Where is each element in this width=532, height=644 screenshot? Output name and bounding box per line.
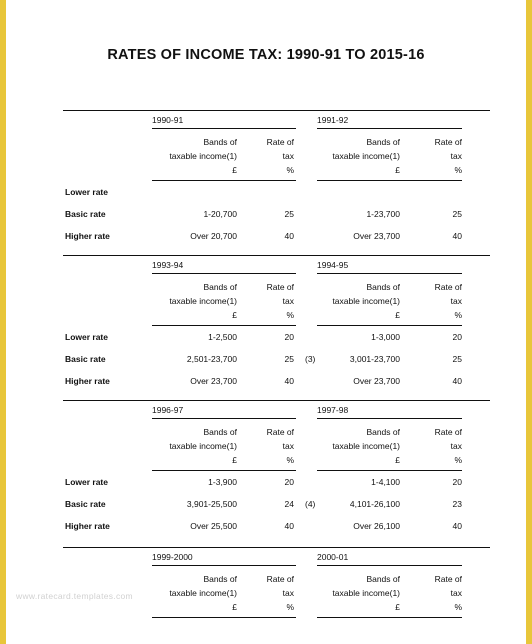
section-divider (63, 547, 323, 548)
bands-header: Bands of (366, 282, 400, 292)
bands-header: taxable income(1) (169, 441, 237, 451)
section-divider (63, 255, 323, 256)
rate-header: tax (282, 441, 294, 451)
rate-header: Rate of (266, 137, 294, 147)
rate-value: 25 (452, 209, 462, 219)
footnote-ref: (3) (305, 354, 316, 364)
year-label: 2000-01 (317, 552, 349, 562)
rate-header: tax (450, 588, 462, 598)
header-underline (317, 325, 462, 326)
rate-header: tax (450, 151, 462, 161)
header-underline (152, 325, 296, 326)
section-divider (314, 547, 490, 548)
row-label: Lower rate (65, 332, 108, 342)
rate-value: 20 (452, 332, 462, 342)
band-value: 1-3,000 (371, 332, 400, 342)
band-value: 3,901-25,500 (186, 499, 237, 509)
rate-header: Rate of (434, 137, 462, 147)
bands-header: Bands of (203, 574, 237, 584)
row-label: Lower rate (65, 187, 108, 197)
header-underline (152, 617, 296, 618)
section-divider (314, 400, 490, 401)
band-value: 3,001-23,700 (349, 354, 400, 364)
year-underline (152, 418, 296, 419)
section-divider (63, 400, 323, 401)
bands-header: taxable income(1) (332, 151, 400, 161)
rate-header: tax (282, 588, 294, 598)
bands-unit: £ (395, 455, 400, 465)
rate-value: 40 (452, 231, 462, 241)
band-value: Over 26,100 (353, 521, 400, 531)
rate-header: Rate of (434, 427, 462, 437)
bands-unit: £ (395, 165, 400, 175)
year-underline (317, 565, 462, 566)
year-underline (152, 128, 296, 129)
year-label: 1993-94 (152, 260, 184, 270)
year-underline (152, 273, 296, 274)
rate-value: 20 (284, 332, 294, 342)
rate-header: tax (450, 296, 462, 306)
rate-header: tax (282, 296, 294, 306)
row-label: Lower rate (65, 477, 108, 487)
band-value: 1-3,900 (208, 477, 237, 487)
bands-unit: £ (232, 602, 237, 612)
year-underline (317, 418, 462, 419)
bands-header: taxable income(1) (332, 441, 400, 451)
band-value: Over 23,700 (353, 231, 400, 241)
rate-unit: % (454, 165, 462, 175)
row-label: Higher rate (65, 376, 110, 386)
bands-header: Bands of (203, 282, 237, 292)
bands-header: Bands of (203, 427, 237, 437)
rate-header: tax (282, 151, 294, 161)
year-underline (152, 565, 296, 566)
bands-unit: £ (232, 165, 237, 175)
band-value: 1-23,700 (366, 209, 400, 219)
rate-unit: % (286, 165, 294, 175)
band-value: Over 23,700 (190, 376, 237, 386)
section-divider (314, 255, 490, 256)
header-underline (317, 470, 462, 471)
rate-value: 24 (284, 499, 294, 509)
year-label: 1999-2000 (152, 552, 193, 562)
band-value: 2,501-23,700 (186, 354, 237, 364)
bands-header: taxable income(1) (169, 296, 237, 306)
rate-value: 40 (284, 521, 294, 531)
rate-unit: % (286, 455, 294, 465)
header-underline (317, 617, 462, 618)
footnote-ref: (4) (305, 499, 316, 509)
rate-header: Rate of (266, 427, 294, 437)
row-label: Higher rate (65, 231, 110, 241)
bands-unit: £ (232, 310, 237, 320)
rate-unit: % (286, 310, 294, 320)
rate-value: 40 (284, 231, 294, 241)
band-value: 1-20,700 (203, 209, 237, 219)
rate-header: tax (450, 441, 462, 451)
bands-header: taxable income(1) (332, 296, 400, 306)
rate-value: 25 (284, 209, 294, 219)
bands-header: Bands of (366, 137, 400, 147)
bands-header: Bands of (203, 137, 237, 147)
rate-value: 40 (284, 376, 294, 386)
band-value: Over 25,500 (190, 521, 237, 531)
band-value: Over 20,700 (190, 231, 237, 241)
bands-unit: £ (395, 310, 400, 320)
bands-header: taxable income(1) (169, 588, 237, 598)
bands-unit: £ (232, 455, 237, 465)
section-divider (63, 110, 490, 111)
document-title: RATES OF INCOME TAX: 1990-91 TO 2015-16 (107, 47, 425, 63)
rate-header: Rate of (434, 574, 462, 584)
year-label: 1994-95 (317, 260, 349, 270)
rate-value: 40 (452, 521, 462, 531)
header-underline (152, 180, 296, 181)
rate-header: Rate of (266, 282, 294, 292)
row-label: Basic rate (65, 354, 106, 364)
rate-unit: % (286, 602, 294, 612)
rate-value: 23 (452, 499, 462, 509)
band-value: Over 23,700 (353, 376, 400, 386)
year-label: 1991-92 (317, 115, 349, 125)
bands-header: taxable income(1) (169, 151, 237, 161)
header-underline (152, 470, 296, 471)
header-underline (317, 180, 462, 181)
row-label: Basic rate (65, 499, 106, 509)
year-underline (317, 128, 462, 129)
rate-value: 25 (284, 354, 294, 364)
year-label: 1990-91 (152, 115, 184, 125)
rate-value: 20 (452, 477, 462, 487)
row-label: Basic rate (65, 209, 106, 219)
band-value: 4,101-26,100 (349, 499, 400, 509)
year-underline (317, 273, 462, 274)
rate-unit: % (454, 310, 462, 320)
bands-header: Bands of (366, 574, 400, 584)
rate-header: Rate of (434, 282, 462, 292)
year-label: 1997-98 (317, 405, 349, 415)
bands-header: Bands of (366, 427, 400, 437)
year-label: 1996-97 (152, 405, 184, 415)
document-page (6, 0, 526, 644)
rate-value: 40 (452, 376, 462, 386)
band-value: 1-4,100 (371, 477, 400, 487)
rate-value: 25 (452, 354, 462, 364)
bands-unit: £ (395, 602, 400, 612)
rate-unit: % (454, 455, 462, 465)
rate-unit: % (454, 602, 462, 612)
row-label: Higher rate (65, 521, 110, 531)
rate-value: 20 (284, 477, 294, 487)
bands-header: taxable income(1) (332, 588, 400, 598)
band-value: 1-2,500 (208, 332, 237, 342)
watermark: www.ratecard.templates.com (16, 591, 133, 601)
rate-header: Rate of (266, 574, 294, 584)
